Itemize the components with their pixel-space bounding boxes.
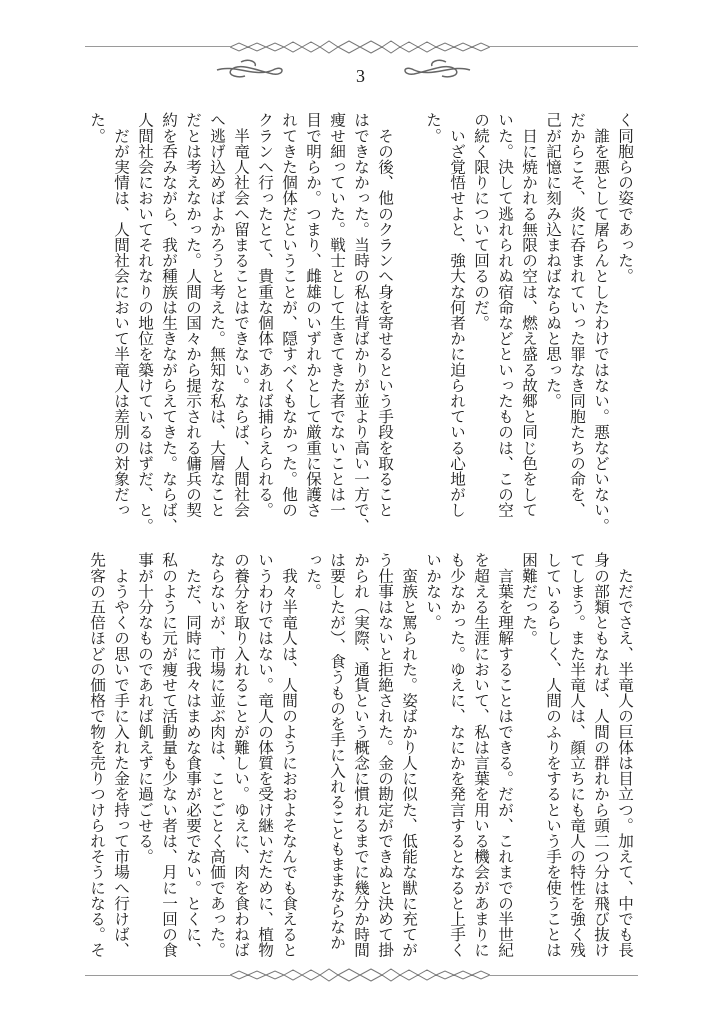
text-line: う仕事はないと拒絶された。金の勘定ができぬと決めて掛 bbox=[376, 552, 394, 958]
text-line: ただ、同時に我々はまめな食事が必要でない。とくに、 bbox=[184, 552, 202, 958]
text-line: その後、他のクランへ身を寄せるという手段を取ること bbox=[376, 112, 394, 518]
text-line: 困難だった。 bbox=[520, 552, 538, 646]
text-line: 半竜人社会へ留まることはできない。ならば、人間社会 bbox=[232, 112, 250, 518]
text-line: ただでさえ、半竜人の巨体は目立つ。加えて、中でも長 bbox=[616, 552, 634, 958]
text-line: った。 bbox=[304, 552, 322, 599]
text-line: いかない。 bbox=[424, 552, 442, 630]
text-block-top bbox=[85, 112, 637, 532]
text-line: 身の部類ともなれば、人間の群れから頭二つ分は飛び抜け bbox=[592, 552, 610, 958]
left-swirl-ornament bbox=[215, 58, 287, 82]
text-line: 先客の五倍ほどの価格で物を売りつけられそうになる。そ bbox=[88, 552, 106, 958]
page-number: 3 bbox=[356, 66, 365, 86]
text-line: てしまう。また半竜人は、顔立ちにも竜人の特性を強く残 bbox=[568, 552, 586, 958]
text-line: 蛮族と罵られた。姿ばかり人に似た、低能な獣に充てが bbox=[400, 552, 418, 958]
text-line: は要したが）、食うものを手に入れることもままならなか bbox=[328, 552, 346, 950]
text-line: 我々半竜人は、人間のようにおおよそなんでも食えると bbox=[280, 552, 298, 958]
text-line: た。 bbox=[88, 112, 106, 144]
text-line: れてきた個体だということが、隠すべくもなかった。他の bbox=[280, 112, 298, 518]
text-line: 事が十分なものであれば飢えずに過ごせる。 bbox=[136, 552, 154, 864]
text-line: はできなかった。当時の私は背ばかりが並より高い一方で、 bbox=[352, 112, 370, 534]
text-line bbox=[397, 112, 421, 532]
text-line: 誰を悪として屠らんとしたわけではない。悪などいない。 bbox=[592, 112, 610, 534]
text-line: ならないが、市場に並ぶ肉は、ことごとく高価であった。 bbox=[208, 552, 226, 958]
text-line: いざ覚悟せよと、強大な何者かに迫られている心地がし bbox=[448, 112, 466, 518]
text-line: かられ（実際、通貨という概念に慣れるまでに幾分か時間 bbox=[352, 552, 370, 958]
text-line: 日に焼かれる無限の空は、燃え盛る故郷と同じ色をして bbox=[520, 112, 538, 518]
text-line: 己が記憶に刻み込まねばならぬと思った。 bbox=[544, 112, 562, 409]
text-line: の続く限りについて回るのだ。 bbox=[472, 112, 490, 331]
text-line: しているらしく、人間のふりをするという手を使うことは bbox=[544, 552, 562, 958]
text-line: 私のように元が痩せて活動量も少ない者は、月に一回の食 bbox=[160, 552, 178, 958]
text-line: ようやくの思いで手に入れた金を持って市場へ行けば、 bbox=[112, 552, 130, 958]
text-line: いうわけではない。竜人の体質を受け継いだために、植物 bbox=[256, 552, 274, 958]
text-line: も少なかった。ゆえに、なにかを発言するとなると上手く bbox=[448, 552, 466, 958]
footer-chain-ornament bbox=[230, 968, 490, 982]
text-line: 痩せ細っていた。戦士として生きてきた者でないことは一 bbox=[328, 112, 346, 518]
text-line: だが実情は、人間社会において半竜人は差別の対象だっ bbox=[112, 112, 130, 518]
header-chain-ornament bbox=[230, 40, 490, 54]
text-line: へ逃げ込めばよかろうと考えた。無知な私は、大層なこと bbox=[208, 112, 226, 518]
text-block-bottom bbox=[85, 552, 637, 972]
text-line: 人間社会においてそれなりの地位を築けているはずだ、と。 bbox=[136, 112, 154, 534]
text-line: 目で明らか。つまり、雌雄のいずれかとして厳重に保護さ bbox=[304, 112, 322, 518]
text-line: く同胞らの姿であった。 bbox=[616, 112, 634, 284]
text-line: を超える生涯において、私は言葉を用いる機会があまりに bbox=[472, 552, 490, 958]
text-line: 約を呑みながら、我が種族は生きながらえてきた。ならば、 bbox=[160, 112, 178, 534]
text-line: クランへ行ったとて、貴重な個体であれば捕らえられる。 bbox=[256, 112, 274, 518]
text-line: た。 bbox=[424, 112, 442, 144]
text-line: だとは考えなかった。人間の国々から提示される傭兵の契 bbox=[184, 112, 202, 518]
text-line: だからこそ、炎に呑まれていった罪なき同胞たちの命を、 bbox=[568, 112, 586, 518]
right-swirl-ornament bbox=[400, 58, 472, 82]
text-line: いた。決して逃れられぬ宿命などといったものは、この空 bbox=[496, 112, 514, 518]
text-line: 言葉を理解することはできる。だが、これまでの半世紀 bbox=[496, 552, 514, 958]
text-line: の養分を取り入れることが難しい。ゆえに、肉を食わねば bbox=[232, 552, 250, 958]
